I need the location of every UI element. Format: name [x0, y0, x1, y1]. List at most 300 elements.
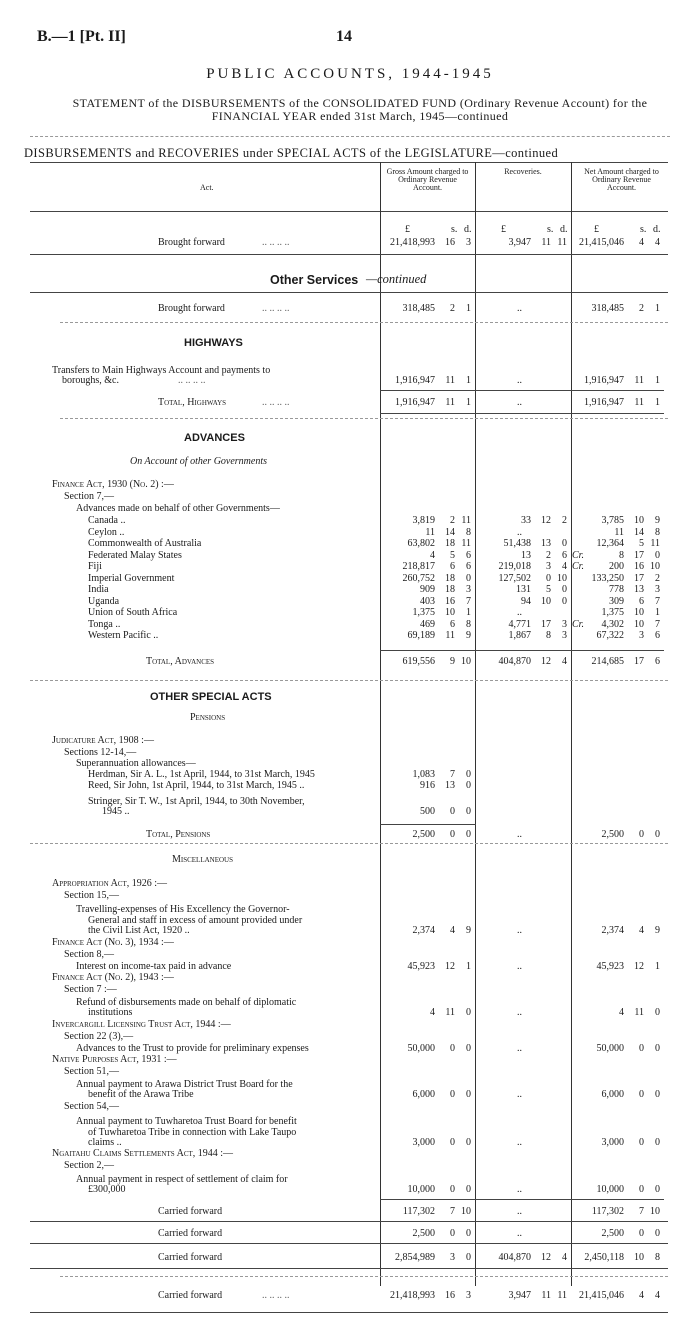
pensions-heading: Pensions — [190, 712, 226, 723]
row-label-uganda: Uganda — [88, 595, 120, 607]
net-hw1-shillings: 11 — [634, 375, 644, 386]
recoveries-cf2: .. — [517, 1228, 522, 1239]
net-refund-pounds: 4 — [619, 1007, 624, 1018]
net-currency-shillings: s. — [640, 224, 647, 235]
gross-arawa-pounds: 6,000 — [412, 1089, 435, 1100]
row-label2-refund: institutions — [88, 1007, 133, 1018]
gross-imp-pounds: 260,752 — [402, 572, 435, 584]
recoveries-comm-pounds: 51,438 — [503, 538, 531, 549]
row-label-comm: Commonwealth of Australia — [88, 538, 202, 549]
net-interest-pence: 1 — [655, 961, 660, 972]
other-special-acts-heading: OTHER SPECIAL ACTS — [150, 691, 272, 703]
net-arawa-shillings: 0 — [639, 1089, 644, 1100]
col-head-net: Net Amount charged to Ordinary Revenue Account. — [584, 167, 659, 192]
gross-herd-pounds: 1,083 — [412, 769, 435, 780]
other-services-continued: —continued — [366, 272, 427, 286]
net-cf3-pence: 8 — [655, 1252, 660, 1263]
gross-arawa-shillings: 0 — [450, 1089, 455, 1100]
gross-advt-pounds: 619,556 — [402, 656, 435, 667]
gross-bf1-pounds: 21,418,993 — [390, 237, 435, 248]
net-pent-pence: 0 — [655, 829, 660, 840]
miscellaneous-heading: Miscellaneous — [172, 854, 234, 865]
row-label2-hw1: boroughs, &c. — [62, 375, 119, 386]
net-advt-pounds: 214,685 — [591, 656, 624, 667]
row-label-stringer: Stringer, Sir T. W., 1st April, 1944, to 30th November, — [88, 795, 305, 807]
header-bottom-rule — [30, 211, 668, 212]
net-tuwh-pounds: 3,000 — [601, 1137, 624, 1148]
recoveries-cf4-pounds: 3,947 — [508, 1290, 531, 1301]
net-cf4-pounds: 21,415,046 — [579, 1290, 624, 1301]
gross-pent-pounds: 2,500 — [412, 829, 435, 840]
net-arawa-pence: 0 — [655, 1089, 660, 1100]
gross-usa-pounds: 1,375 — [412, 607, 435, 618]
net-cf2-pounds: 2,500 — [601, 1228, 624, 1239]
row-label-interest: Interest on income-tax paid in advance — [76, 961, 232, 972]
row-label-ngai: Annual payment in respect of settlement of claim for — [76, 1173, 288, 1185]
net-currency-pence: d. — [653, 224, 661, 235]
recoveries-uganda-pounds: 94 — [521, 595, 531, 607]
section-54: Section 54,— — [64, 1101, 119, 1112]
net-cf2-shillings: 0 — [639, 1228, 644, 1239]
page-title: PUBLIC ACCOUNTS, 1944-1945 — [206, 66, 494, 82]
row-label-wp: Western Pacific .. — [88, 630, 159, 641]
gross-comm-pounds: 63,802 — [407, 538, 435, 549]
gross-cf4-shillings: 16 — [445, 1290, 455, 1301]
recoveries-cf3-pounds: 404,870 — [498, 1252, 531, 1263]
net-fiji-pence: 10 — [650, 561, 660, 572]
row-label-advt: Total, Advances — [146, 656, 215, 667]
gross-interest-pounds: 45,923 — [407, 961, 435, 972]
net-wp-pence: 6 — [655, 630, 660, 641]
rule-line — [30, 292, 668, 293]
rule-line — [60, 1276, 668, 1277]
gross-trustadv-pounds: 50,000 — [407, 1043, 435, 1054]
gross-cf2-pounds: 2,500 — [412, 1228, 435, 1239]
net-cf3-pounds: 2,450,118 — [584, 1252, 624, 1263]
recoveries-usa: .. — [517, 607, 522, 618]
gross-cf3-pounds: 2,854,989 — [395, 1252, 435, 1263]
row-label-ceylon: Ceylon .. — [88, 526, 125, 538]
net-fiji-shillings: 16 — [634, 561, 644, 572]
net-tonga-credit-mark: Cr. — [572, 618, 584, 630]
net-canada-pence: 9 — [655, 515, 660, 526]
finance-act-1930: Finance Act, 1930 (No. 2) :— — [52, 479, 174, 490]
row-label-bf1: Brought forward — [158, 237, 225, 248]
gross-fiji-pence: 6 — [466, 561, 471, 572]
gross-fms-pence: 6 — [466, 549, 471, 561]
gross-canada-pence: 11 — [461, 515, 471, 526]
net-ceylon-pence: 8 — [655, 526, 660, 538]
recoveries-pent: .. — [517, 829, 522, 840]
rule-line — [30, 843, 668, 844]
gross-usa-pence: 1 — [466, 607, 471, 618]
rule-line — [30, 1243, 668, 1244]
rule-line — [30, 254, 668, 255]
row-label2-tuwh: of Tuwharetoa Tribe in connection with Lake Taupo — [88, 1126, 297, 1138]
rule-line — [380, 413, 664, 414]
recoveries-trustadv: .. — [517, 1043, 522, 1054]
recoveries-currency-pound: £ — [501, 224, 506, 235]
gross-uganda-shillings: 16 — [445, 595, 455, 607]
net-fms-pence: 0 — [655, 549, 660, 561]
gross-uganda-pence: 7 — [466, 595, 471, 607]
recoveries-comm-shillings: 13 — [541, 538, 551, 549]
row-label-india: India — [88, 584, 109, 595]
other-services-heading: Other Services — [270, 273, 359, 287]
net-ngai-pounds: 10,000 — [596, 1184, 624, 1195]
recoveries-ngai: .. — [517, 1184, 522, 1195]
net-bf2-shillings: 2 — [639, 303, 644, 314]
rule-line — [380, 824, 476, 825]
net-comm-pounds: 12,364 — [596, 538, 624, 549]
recoveries-interest: .. — [517, 961, 522, 972]
gross-pent-pence: 0 — [466, 829, 471, 840]
row-label-tuwh: Annual payment to Tuwharetoa Trust Board for benefit — [76, 1116, 297, 1127]
net-trav-pence: 9 — [655, 925, 660, 936]
net-cf4-shillings: 4 — [639, 1290, 644, 1301]
gross-trav-pounds: 2,374 — [412, 925, 435, 936]
net-hw1-pounds: 1,916,947 — [584, 375, 624, 386]
row-label-refund: Refund of disbursements made on behalf of diplomatic — [76, 996, 297, 1008]
net-comm-shillings: 5 — [639, 538, 644, 549]
gross-currency-shillings: s. — [451, 224, 458, 235]
gross-comm-pence: 11 — [461, 538, 471, 549]
recoveries-uganda-shillings: 10 — [541, 595, 551, 607]
rule-line — [30, 1268, 668, 1269]
gross-tuwh-pounds: 3,000 — [412, 1137, 435, 1148]
gross-refund-pence: 0 — [466, 1007, 471, 1018]
rule-line — [30, 680, 668, 681]
recoveries-tonga-pounds: 4,771 — [508, 618, 531, 630]
recoveries-wp-shillings: 8 — [546, 630, 551, 641]
recoveries-fiji-pounds: 219,018 — [498, 561, 531, 572]
gross-advt-shillings: 9 — [450, 656, 455, 667]
net-bf2-pounds: 318,485 — [591, 303, 624, 314]
gross-tuwh-pence: 0 — [466, 1137, 471, 1148]
gross-ngai-shillings: 0 — [450, 1184, 455, 1195]
recoveries-hw1: .. — [517, 375, 522, 386]
recoveries-cf3-pence: 4 — [562, 1252, 567, 1263]
recoveries-tonga-pence: 3 — [562, 618, 567, 630]
gross-bf2-pounds: 318,485 — [402, 303, 435, 314]
row-label-bf2: Brought forward — [158, 303, 225, 314]
column-divider — [380, 162, 381, 1286]
net-fms-credit-mark: Cr. — [572, 549, 584, 561]
net-india-shillings: 13 — [634, 584, 644, 595]
net-pent-shillings: 0 — [639, 829, 644, 840]
finance-act-1943: Finance Act (No. 2), 1943 :— — [52, 972, 174, 983]
net-tuwh-shillings: 0 — [639, 1137, 644, 1148]
net-canada-shillings: 10 — [634, 515, 644, 526]
gross-trustadv-shillings: 0 — [450, 1043, 455, 1054]
gross-herd-shillings: 7 — [450, 769, 455, 780]
recoveries-comm-pence: 0 — [562, 538, 567, 549]
recoveries-advt-shillings: 12 — [541, 656, 551, 667]
net-bf1-pence: 4 — [655, 237, 660, 248]
gross-reed-pence: 0 — [466, 780, 471, 791]
net-bf2-pence: 1 — [655, 303, 660, 314]
net-fms-pounds: 8 — [619, 549, 624, 561]
rule-line — [30, 1312, 668, 1313]
gross-stringer-pence: 0 — [466, 806, 471, 817]
net-tuwh-pence: 0 — [655, 1137, 660, 1148]
gross-reed-pounds: 916 — [420, 780, 435, 791]
recoveries-fms-pounds: 13 — [521, 549, 531, 561]
section-7: Section 7,— — [64, 491, 114, 502]
net-advt-shillings: 17 — [634, 656, 644, 667]
net-tonga-pounds: 4,302 — [601, 618, 624, 630]
gross-fiji-shillings: 6 — [450, 561, 455, 572]
recoveries-india-pence: 0 — [562, 584, 567, 595]
row-label-hwt: Total, Highways — [158, 397, 227, 408]
gross-wp-pence: 9 — [466, 630, 471, 641]
net-ceylon-shillings: 14 — [634, 526, 644, 538]
recoveries-cf1: .. — [517, 1206, 522, 1217]
gross-refund-shillings: 11 — [445, 1007, 455, 1018]
row-label-herd: Herdman, Sir A. L., 1st April, 1944, to 31st March, 1945 — [88, 769, 315, 780]
recoveries-cf4-shillings: 11 — [541, 1290, 551, 1301]
gross-tonga-pounds: 469 — [420, 618, 435, 630]
recoveries-india-pounds: 131 — [516, 584, 531, 595]
leader-dots-hw1: .. .. .. .. — [178, 375, 206, 386]
net-refund-pence: 0 — [655, 1007, 660, 1018]
gross-bf1-pence: 3 — [466, 237, 471, 248]
net-canada-pounds: 3,785 — [601, 515, 624, 526]
row-label-imp: Imperial Government — [88, 572, 175, 584]
recoveries-currency-shillings: s. — [547, 224, 554, 235]
leader-dots-cf4: .. .. .. .. — [262, 1290, 290, 1301]
net-bf1-shillings: 4 — [639, 237, 644, 248]
recoveries-canada-shillings: 12 — [541, 515, 551, 526]
gross-ceylon-pence: 8 — [466, 526, 471, 538]
net-pent-pounds: 2,500 — [601, 829, 624, 840]
gross-herd-pence: 0 — [466, 769, 471, 780]
gross-comm-shillings: 18 — [445, 538, 455, 549]
gross-currency-pence: d. — [464, 224, 472, 235]
gross-stringer-shillings: 0 — [450, 806, 455, 817]
gross-cf3-shillings: 3 — [450, 1252, 455, 1263]
gross-ceylon-shillings: 14 — [445, 526, 455, 538]
gross-india-shillings: 18 — [445, 584, 455, 595]
column-divider — [571, 162, 572, 1286]
net-cf1-shillings: 7 — [639, 1206, 644, 1217]
gross-india-pence: 3 — [466, 584, 471, 595]
gross-cf2-pence: 0 — [466, 1228, 471, 1239]
row-label-cf2: Carried forward — [158, 1228, 223, 1239]
row-label2-arawa: benefit of the Arawa Tribe — [88, 1089, 194, 1100]
net-advt-pence: 6 — [655, 656, 660, 667]
net-india-pounds: 778 — [609, 584, 624, 595]
gross-fms-shillings: 5 — [450, 549, 455, 561]
net-tonga-shillings: 10 — [634, 618, 644, 630]
section-15: Section 15,— — [64, 890, 119, 901]
gross-interest-shillings: 12 — [445, 961, 455, 972]
rule-line — [60, 418, 668, 419]
leader-dots-bf2: .. .. .. .. — [262, 303, 290, 314]
section-subheading: DISBURSEMENTS and RECOVERIES under SPECIAL ACTS of the LEGISLATURE—continued — [24, 146, 559, 160]
ngaitahu-act: Ngaitahu Claims Settlements Act, 1944 :— — [52, 1148, 234, 1159]
net-imp-shillings: 17 — [634, 572, 644, 584]
net-trustadv-pounds: 50,000 — [596, 1043, 624, 1054]
gross-hw1-pounds: 1,916,947 — [395, 375, 435, 386]
row-label-hw1: Transfers to Main Highways Account and payments to — [52, 364, 271, 376]
net-wp-shillings: 3 — [639, 630, 644, 641]
gross-usa-shillings: 10 — [445, 607, 455, 618]
net-interest-shillings: 12 — [634, 961, 644, 972]
gross-advt-pence: 10 — [461, 656, 471, 667]
net-refund-shillings: 11 — [634, 1007, 644, 1018]
gross-ceylon-pounds: 11 — [425, 526, 435, 538]
gross-bf2-pence: 1 — [466, 303, 471, 314]
rule-line — [30, 1221, 668, 1222]
judicature-act: Judicature Act, 1908 :— — [52, 735, 154, 746]
row-label-trav: Travelling-expenses of His Excellency the Governor- — [76, 904, 290, 915]
net-cf4-pence: 4 — [655, 1290, 660, 1301]
gross-hw1-shillings: 11 — [445, 375, 455, 386]
section-7b: Section 7 :— — [64, 984, 117, 995]
gross-stringer-pounds: 500 — [420, 806, 435, 817]
row-label2-trav: General and staff in excess of amount provided under — [88, 914, 303, 926]
gross-cf1-pence: 10 — [461, 1206, 471, 1217]
report-reference: B.—1 [Pt. II] — [37, 28, 126, 45]
gross-hwt-pence: 1 — [466, 397, 471, 408]
gross-fms-pounds: 4 — [430, 549, 435, 561]
on-account-subheading: On Account of other Governments — [130, 456, 268, 467]
rule-line — [380, 650, 664, 651]
net-trav-pounds: 2,374 — [601, 925, 624, 936]
table-top-rule — [30, 162, 668, 163]
gross-cf1-shillings: 7 — [450, 1206, 455, 1217]
gross-interest-pence: 1 — [466, 961, 471, 972]
gross-currency-pound: £ — [405, 224, 410, 235]
net-usa-shillings: 10 — [634, 607, 644, 618]
recoveries-bf1-pence: 11 — [557, 237, 567, 248]
page-number: 14 — [336, 28, 352, 45]
row-label-fiji: Fiji — [88, 561, 102, 572]
gross-fiji-pounds: 218,817 — [402, 561, 435, 572]
net-usa-pounds: 1,375 — [601, 607, 624, 618]
row-label-usa: Union of South Africa — [88, 607, 178, 618]
net-trav-shillings: 4 — [639, 925, 644, 936]
recoveries-bf1-shillings: 11 — [541, 237, 551, 248]
gross-trav-shillings: 4 — [450, 925, 455, 936]
row-label-trustadv: Advances to the Trust to provide for preliminary expenses — [76, 1043, 309, 1054]
net-cf1-pence: 10 — [650, 1206, 660, 1217]
recoveries-cf3-shillings: 12 — [541, 1252, 551, 1263]
section-22: Section 22 (3),— — [64, 1031, 134, 1042]
gross-imp-pence: 0 — [466, 572, 471, 584]
rule-line — [60, 322, 668, 323]
gross-hwt-shillings: 11 — [445, 397, 455, 408]
net-uganda-pence: 7 — [655, 595, 660, 607]
net-india-pence: 3 — [655, 584, 660, 595]
gross-india-pounds: 909 — [420, 584, 435, 595]
gross-pent-shillings: 0 — [450, 829, 455, 840]
section-8: Section 8,— — [64, 949, 114, 960]
gross-canada-shillings: 2 — [450, 515, 455, 526]
recoveries-advt-pounds: 404,870 — [498, 656, 531, 667]
row-label3-tuwh: claims .. — [88, 1137, 122, 1148]
net-fiji-pounds: 200 — [609, 561, 624, 572]
section-2: Section 2,— — [64, 1160, 114, 1171]
row-label2-stringer: 1945 .. — [102, 806, 130, 817]
gross-cf1-pounds: 117,302 — [402, 1206, 435, 1217]
recoveries-fiji-pence: 4 — [562, 561, 567, 572]
gross-arawa-pence: 0 — [466, 1089, 471, 1100]
col-head-recoveries: Recoveries. — [504, 167, 542, 176]
gross-uganda-pounds: 403 — [420, 595, 435, 607]
recoveries-imp-pence: 10 — [557, 572, 567, 584]
net-uganda-shillings: 6 — [639, 595, 644, 607]
gross-tonga-shillings: 6 — [450, 618, 455, 630]
gross-hwt-pounds: 1,916,947 — [395, 397, 435, 408]
net-usa-pence: 1 — [655, 607, 660, 618]
row-label-cf3: Carried forward — [158, 1252, 223, 1263]
net-trustadv-pence: 0 — [655, 1043, 660, 1054]
gross-ngai-pence: 0 — [466, 1184, 471, 1195]
net-trustadv-shillings: 0 — [639, 1043, 644, 1054]
recoveries-wp-pounds: 1,867 — [508, 630, 531, 641]
recoveries-uganda-pence: 0 — [562, 595, 567, 607]
recoveries-canada-pounds: 33 — [521, 515, 531, 526]
recoveries-imp-shillings: 0 — [546, 572, 551, 584]
row-label-reed: Reed, Sir John, 1st April, 1944, to 31st March, 1945 .. — [88, 780, 305, 791]
net-hw1-pence: 1 — [655, 375, 660, 386]
gross-cf4-pounds: 21,418,993 — [390, 1290, 435, 1301]
row-label3-trav: the Civil List Act, 1920 .. — [88, 925, 190, 936]
row-label-fms: Federated Malay States — [88, 549, 182, 561]
leader-dots-bf1: .. .. .. .. — [262, 237, 290, 248]
divider — [30, 136, 670, 137]
section-51: Section 51,— — [64, 1066, 119, 1077]
recoveries-fms-pence: 6 — [562, 549, 567, 561]
gross-hw1-pence: 1 — [466, 375, 471, 386]
gross-tonga-pence: 8 — [466, 618, 471, 630]
highways-heading: HIGHWAYS — [184, 337, 243, 349]
row-label-pent: Total, Pensions — [146, 829, 211, 840]
recoveries-refund: .. — [517, 1007, 522, 1018]
net-cf3-shillings: 10 — [634, 1252, 644, 1263]
rule-line — [380, 390, 664, 391]
recoveries-arawa: .. — [517, 1089, 522, 1100]
net-hwt-pence: 1 — [655, 397, 660, 408]
net-cf1-pounds: 117,302 — [591, 1206, 624, 1217]
appropriation-act: Appropriation Act, 1926 :— — [52, 878, 168, 889]
net-ngai-shillings: 0 — [639, 1184, 644, 1195]
net-bf1-pounds: 21,415,046 — [579, 237, 624, 248]
net-interest-pounds: 45,923 — [596, 961, 624, 972]
net-currency-pound: £ — [594, 224, 599, 235]
column-divider — [475, 162, 476, 1286]
gross-refund-pounds: 4 — [430, 1007, 435, 1018]
net-imp-pounds: 133,250 — [591, 572, 624, 584]
gross-ngai-pounds: 10,000 — [407, 1184, 435, 1195]
net-ngai-pence: 0 — [655, 1184, 660, 1195]
net-ceylon-pounds: 11 — [614, 526, 624, 538]
gross-reed-shillings: 13 — [445, 780, 455, 791]
row-label-arawa: Annual payment to Arawa District Trust Board for the — [76, 1078, 293, 1090]
recoveries-tuwh: .. — [517, 1137, 522, 1148]
statement-heading: STATEMENT of the DISBURSEMENTS of the CONSOLIDATED FUND (Ordinary Revenue Account) for the FINANCIAL YEAR ended 31st March, 1945—continued — [72, 96, 648, 123]
gross-cf4-pence: 3 — [466, 1290, 471, 1301]
gross-bf2-shillings: 2 — [450, 303, 455, 314]
native-purposes-act: Native Purposes Act, 1931 :— — [52, 1054, 177, 1065]
row-label-tonga: Tonga .. — [88, 618, 121, 630]
recoveries-fiji-shillings: 3 — [546, 561, 551, 572]
net-hwt-pounds: 1,916,947 — [584, 397, 624, 408]
recoveries-fms-shillings: 2 — [546, 549, 551, 561]
finance-act-1934: Finance Act (No. 3), 1934 :— — [52, 937, 174, 948]
